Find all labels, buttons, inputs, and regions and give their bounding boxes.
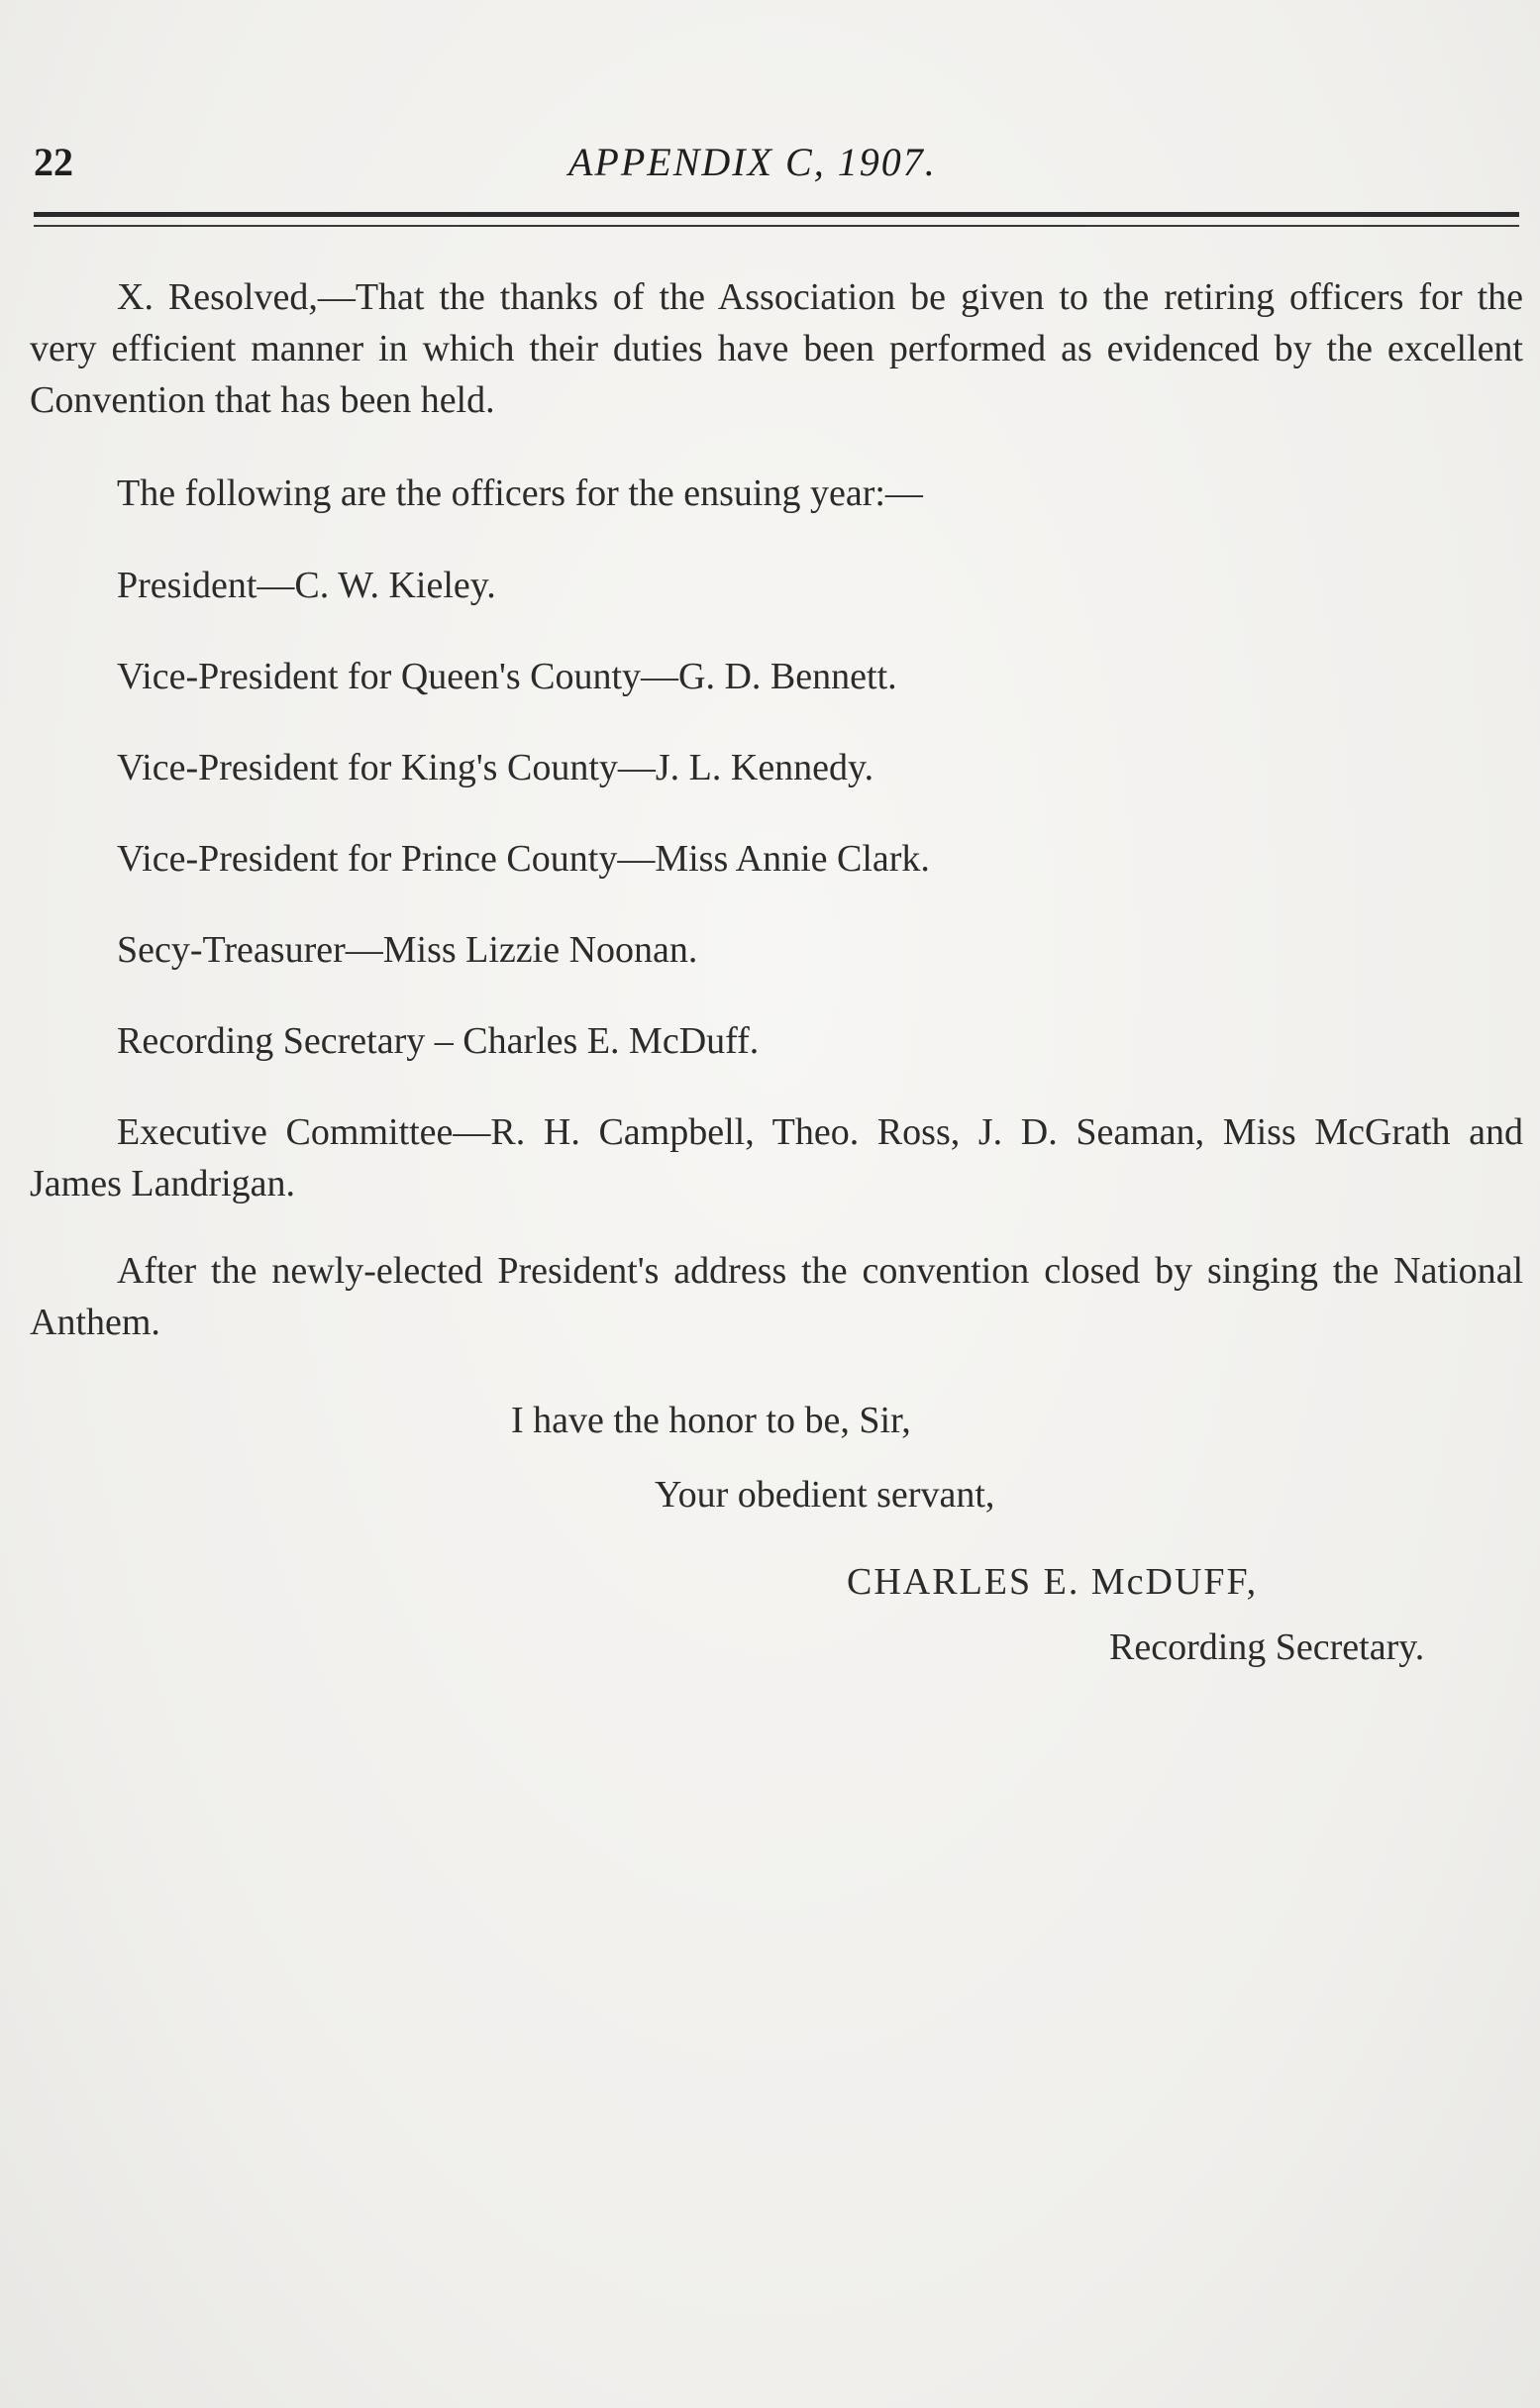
running-title: APPENDIX C, 1907. [568, 140, 937, 184]
resolution-paragraph: X. Resolved,—That the thanks of the Association be given to the retiring officers for the very efficient manner in which their duties have been performed as evidenced by the excellent Convention that has been held. [30, 276, 1523, 421]
officer-line-vp-prince: Vice-President for Prince County—Miss Annie Clark. [117, 838, 930, 880]
officer-line-vp-queens: Vice-President for Queen's County—G. D. Bennett. [117, 656, 897, 697]
salutation: I have the honor to be, Sir, [511, 1400, 911, 1441]
signature-title: Recording Secretary. [1109, 1626, 1425, 1668]
page-header [34, 139, 1519, 188]
executive-committee-paragraph: Executive Committee—R. H. Campbell, Theo. Ross, J. D. Seaman, Miss McGrath and James Landrigan. [30, 1111, 1523, 1204]
closing-paragraph: After the newly-elected President's address the convention closed by singing the National Anthem. [30, 1250, 1523, 1343]
officer-line-recording-secretary: Recording Secretary – Charles E. McDuff. [117, 1020, 760, 1062]
header-rule-thin [34, 225, 1519, 227]
officer-line-secy-treasurer: Secy-Treasurer—Miss Lizzie Noonan. [117, 929, 698, 971]
officer-line-president: President—C. W. Kieley. [117, 565, 496, 606]
page-number: 22 [34, 140, 73, 184]
officers-intro: The following are the officers for the ensuing year:— [117, 472, 923, 514]
header-rule-thick [34, 212, 1519, 217]
signature-name: CHARLES E. McDUFF, [847, 1561, 1259, 1603]
valediction: Your obedient servant, [655, 1474, 995, 1516]
officer-line-vp-kings: Vice-President for King's County—J. L. Kennedy. [117, 747, 874, 788]
